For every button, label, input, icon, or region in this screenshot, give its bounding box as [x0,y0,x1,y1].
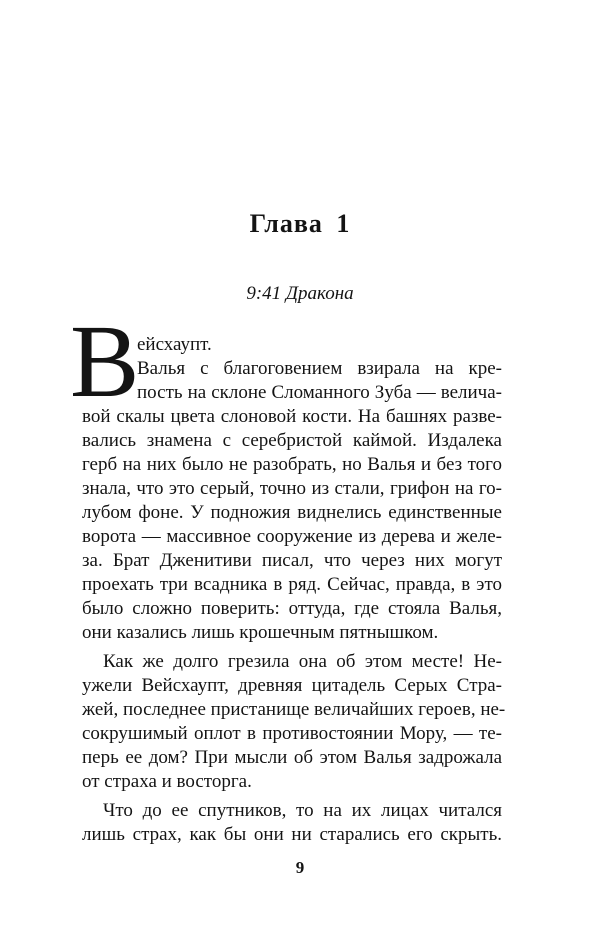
page-number: 9 [295,858,305,877]
body-line: жей, последнее пристанище величайших героев, не- [82,699,506,720]
body-line: лубом фоне. У подножия виднелись единственные [82,502,502,523]
body-line: Как же долго грезила она об этом месте! Не- [103,651,502,672]
body-line: проехать три всадника в ряд. Сейчас, правда, в это [82,574,502,595]
body-line: ейсхаупт. [137,334,212,355]
body-line: сокрушимый оплот в противостоянии Мору, — те- [82,723,502,744]
body-line: лишь страх, как бы они ни старались его скрыть. [82,824,502,845]
body-line: за. Брат Дженитиви писал, что через них могут [82,550,502,571]
body-line: ужели Вейсхаупт, древняя цитадель Серых Стра- [82,675,502,696]
body-line: вой скалы цвета слоновой кости. На башнях разве- [82,406,502,427]
body-line: знала, что это серый, точно из стали, грифон на го- [82,478,502,499]
body-line: от страха и восторга. [82,771,252,792]
body-line: Что до ее спутников, то на их лицах читался [103,800,502,821]
body-line: герб на них было не разобрать, но Валья и без того [82,454,502,475]
body-line: было сложно поверить: оттуда, где стояла Валья, [82,598,502,619]
body-line: ворота — массивное сооружение из дерева и желе- [82,526,502,547]
drop-cap-letter: В [70,304,140,419]
body-line: вались знамена с серебристой каймой. Издалека [82,430,502,451]
body-line: они казались лишь крошечным пятнышком. [82,622,439,643]
chapter-subtitle: 9:41 Дракона [246,283,354,304]
chapter-title: Глава 1 [249,209,351,238]
body-line: перь ее дом? При мысли об этом Валья задрожала [82,747,502,768]
body-line: пость на склоне Сломанного Зуба — велича- [137,382,502,403]
body-line: Валья с благоговением взирала на кре- [137,358,502,379]
